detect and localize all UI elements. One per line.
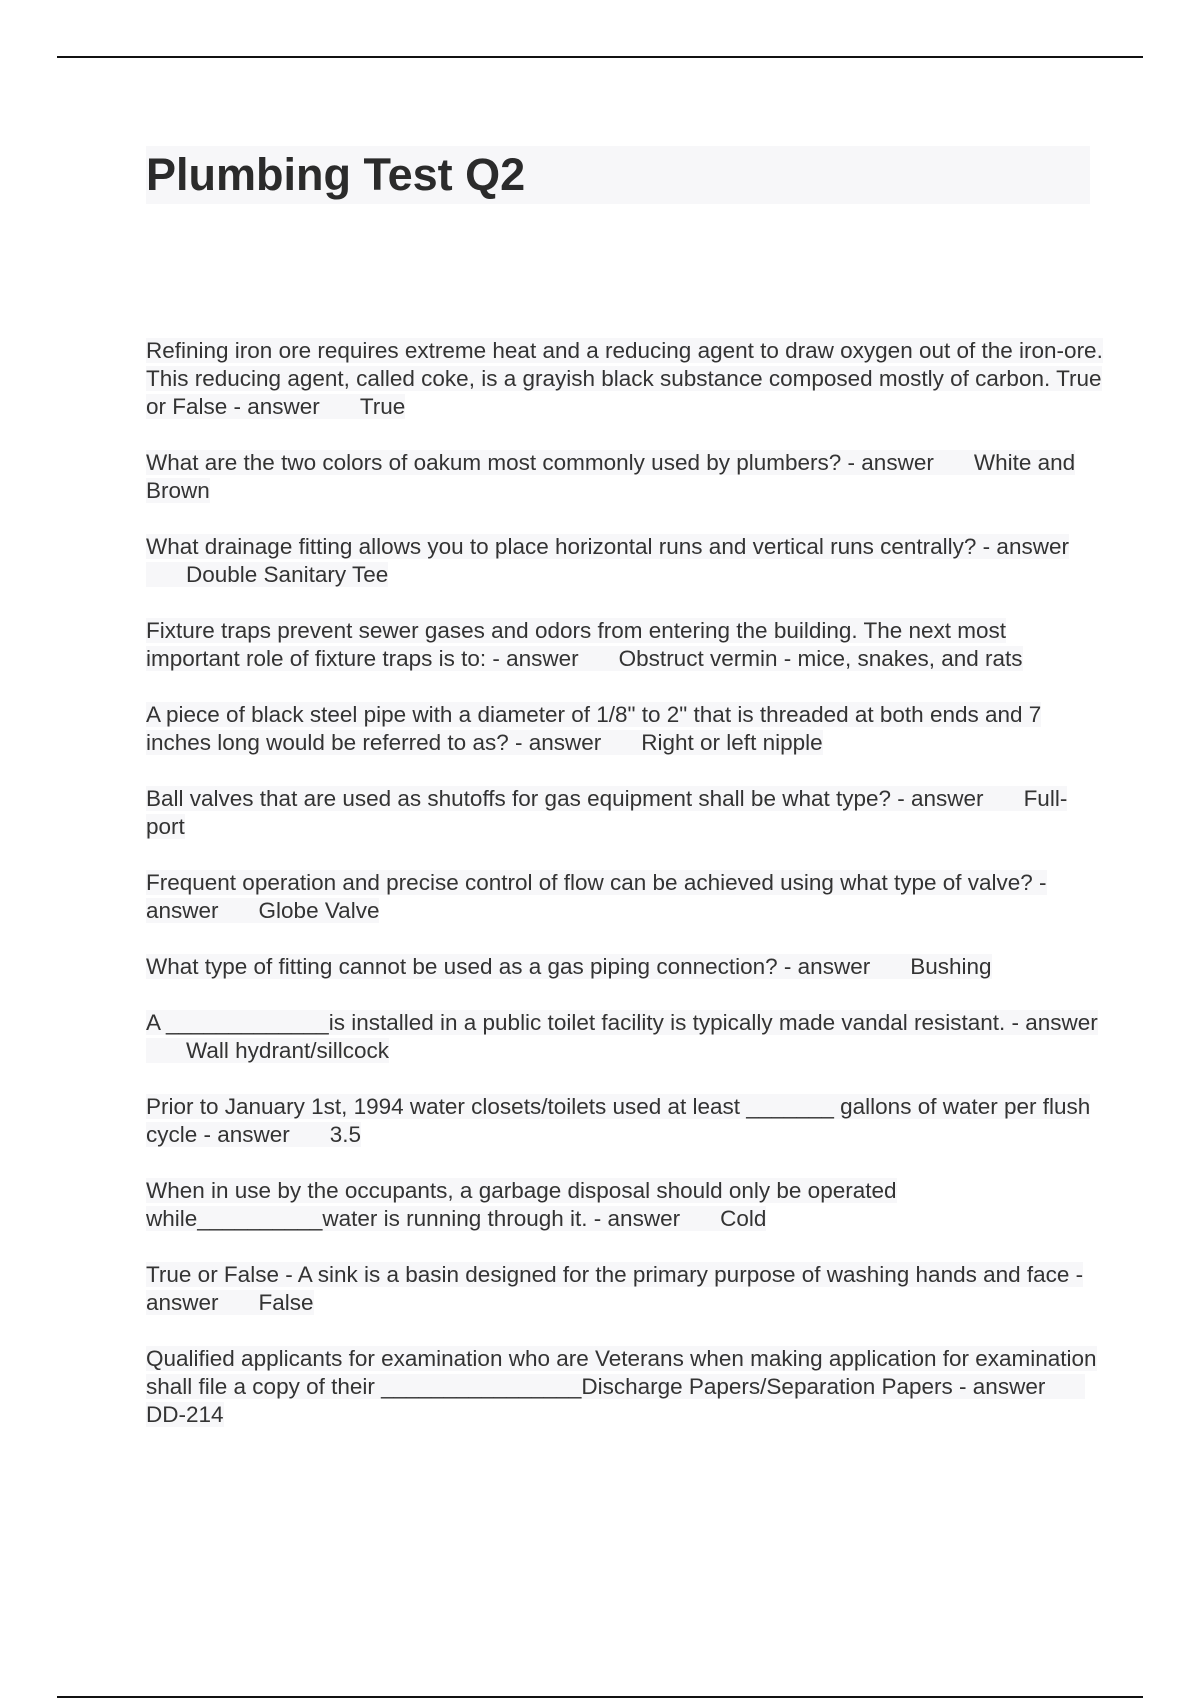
qa-item	[146, 1009, 1106, 1065]
question-text: Frequent operation and precise control of flow can be achieved using what type of valve? - answer	[146, 870, 1047, 923]
qa-item	[146, 1261, 1106, 1317]
qa-item	[146, 1345, 1106, 1429]
qa-item	[146, 953, 1106, 981]
question-text: Prior to January 1st, 1994 water closets/toilets used at least _______ gallons of water per flush cycle - answer	[146, 1094, 1091, 1147]
answer-text: Bushing	[910, 954, 992, 979]
answer-text: Wall hydrant/sillcock	[186, 1038, 389, 1063]
bottom-divider	[57, 1696, 1143, 1698]
question-text: What are the two colors of oakum most commonly used by plumbers? - answer	[146, 450, 934, 475]
qa-item	[146, 1177, 1106, 1233]
qa-list	[146, 337, 1106, 1457]
question-text: What drainage fitting allows you to place horizontal runs and vertical runs centrally? - answer	[146, 534, 1069, 559]
answer-text: Obstruct vermin - mice, snakes, and rats	[618, 646, 1023, 671]
qa-item	[146, 1093, 1106, 1149]
question-text: Refining iron ore requires extreme heat and a reducing agent to draw oxygen out of the iron-ore. This reducing agent, called coke, is a grayish black substance composed mostly of carbon. True or False - answer	[146, 338, 1103, 419]
qa-item	[146, 617, 1106, 673]
answer-text: Right or left nipple	[641, 730, 823, 755]
question-text: True or False - A sink is a basin designed for the primary purpose of washing hands and face - answer	[146, 1262, 1084, 1315]
question-text: A _____________is installed in a public toilet facility is typically made vandal resistant. - answer	[146, 1010, 1098, 1035]
question-text: Fixture traps prevent sewer gases and odors from entering the building. The next most important role of fixture traps is to: - answer	[146, 618, 1007, 671]
answer-text: 3.5	[329, 1122, 362, 1147]
question-text: Ball valves that are used as shutoffs for gas equipment shall be what type? - answer	[146, 786, 984, 811]
qa-item	[146, 785, 1106, 841]
question-text: When in use by the occupants, a garbage disposal should only be operated while__________water is running through it. - answer	[146, 1178, 897, 1231]
answer-text: Cold	[720, 1206, 767, 1231]
document-title: Plumbing Test Q2	[146, 149, 526, 200]
answer-text: White and Brown	[146, 450, 1076, 503]
question-text: A piece of black steel pipe with a diameter of 1/8" to 2" that is threaded at both ends and 7 inches long would be referred to as? - answer	[146, 702, 1042, 755]
answer-text: Full-port	[146, 786, 1068, 839]
answer-text: False	[258, 1290, 314, 1315]
qa-item	[146, 701, 1106, 757]
question-text: What type of fitting cannot be used as a gas piping connection? - answer	[146, 954, 871, 979]
qa-item	[146, 337, 1106, 421]
qa-item	[146, 869, 1106, 925]
answer-text: Globe Valve	[258, 898, 380, 923]
answer-text: DD-214	[146, 1402, 224, 1427]
top-divider	[57, 56, 1143, 58]
answer-text: True	[359, 394, 406, 419]
qa-item	[146, 533, 1106, 589]
answer-text: Double Sanitary Tee	[186, 562, 389, 587]
qa-item	[146, 449, 1106, 505]
question-text: Qualified applicants for examination who are Veterans when making application for examination shall file a copy of their ________________Discharge Papers/Separation Papers - answer	[146, 1346, 1097, 1399]
